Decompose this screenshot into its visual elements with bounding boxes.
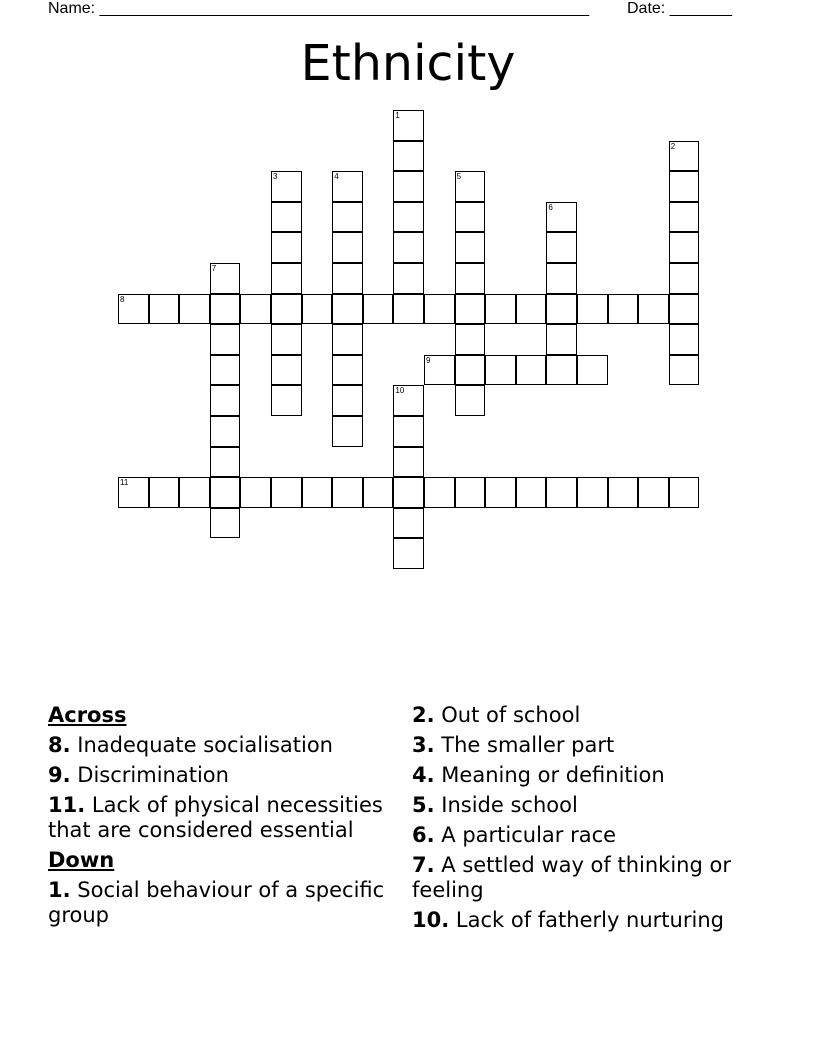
grid-cell[interactable] <box>271 202 302 233</box>
grid-cell[interactable] <box>393 202 424 233</box>
grid-cell[interactable] <box>332 171 363 202</box>
clue-across-9 <box>48 763 408 788</box>
cell-number: 8 <box>120 294 125 304</box>
grid-cell[interactable] <box>179 294 210 325</box>
clue-down-1 <box>48 878 408 928</box>
down-heading: Down <box>48 848 115 872</box>
clue-text: Lack of physical necessities that are considered essential <box>48 793 383 842</box>
date-field[interactable]: Date: _______ <box>627 0 732 17</box>
grid-cell[interactable] <box>455 232 486 263</box>
cell-number: 2 <box>670 141 676 151</box>
clue-down-4 <box>412 763 782 788</box>
grid-cell[interactable] <box>546 202 577 233</box>
clue-text: Inside school <box>441 793 578 817</box>
grid-cell[interactable] <box>271 232 302 263</box>
clue-number: 4. <box>412 763 435 787</box>
grid-cell[interactable] <box>332 324 363 355</box>
grid-cell[interactable] <box>669 202 700 233</box>
grid-cell[interactable] <box>455 385 486 416</box>
cell-number: 9 <box>426 355 431 365</box>
grid-cell[interactable] <box>577 477 608 508</box>
clue-number: 2. <box>412 703 435 727</box>
grid-cell[interactable] <box>516 477 547 508</box>
grid-cell[interactable] <box>393 263 424 294</box>
grid-cell[interactable] <box>332 385 363 416</box>
grid-cell[interactable] <box>363 477 394 508</box>
grid-cell[interactable] <box>393 171 424 202</box>
grid-cell[interactable] <box>455 324 486 355</box>
grid-cell[interactable] <box>271 294 302 325</box>
grid-cell[interactable] <box>485 477 516 508</box>
clue-down-5 <box>412 793 782 818</box>
grid-cell[interactable] <box>210 294 241 325</box>
clues-left-column <box>48 703 408 933</box>
grid-cell[interactable] <box>669 232 700 263</box>
clue-text: Inadequate socialisation <box>77 733 333 757</box>
clue-down-7 <box>412 853 782 903</box>
grid-cell[interactable] <box>149 477 180 508</box>
grid-cell[interactable] <box>669 171 700 202</box>
grid-cell[interactable] <box>271 477 302 508</box>
grid-cell[interactable] <box>546 477 577 508</box>
clue-text: Out of school <box>441 703 581 727</box>
clue-number: 6. <box>412 823 435 847</box>
cell-number: 6 <box>548 202 553 212</box>
cell-number: 4 <box>334 172 339 182</box>
clues-right-column <box>412 703 782 938</box>
cell-number: 7 <box>211 264 217 273</box>
grid-cell[interactable] <box>546 263 577 294</box>
grid-cell[interactable] <box>455 294 486 325</box>
cell-number: 1 <box>395 111 400 120</box>
clue-number: 5. <box>412 793 435 817</box>
grid-cell[interactable] <box>455 202 486 233</box>
grid-cell[interactable] <box>240 477 271 508</box>
clue-text: Meaning or definition <box>441 763 665 787</box>
grid-cell[interactable] <box>516 355 547 386</box>
clue-across-8 <box>48 733 408 758</box>
grid-cell[interactable] <box>271 263 302 294</box>
grid-cell[interactable] <box>393 294 424 325</box>
clue-number: 9. <box>48 763 71 787</box>
clue-number: 11. <box>48 793 86 817</box>
clue-number: 3. <box>412 733 435 757</box>
grid-cell[interactable] <box>302 294 333 325</box>
grid-cell[interactable] <box>271 324 302 355</box>
grid-cell[interactable] <box>393 416 424 447</box>
grid-cell[interactable] <box>210 263 241 294</box>
grid-cell[interactable] <box>210 416 241 447</box>
clue-down-6 <box>412 823 782 848</box>
grid-cell[interactable] <box>669 477 700 508</box>
grid-cell[interactable] <box>332 232 363 263</box>
grid-cell[interactable] <box>393 385 424 416</box>
grid-cell[interactable] <box>608 477 639 508</box>
grid-cell[interactable] <box>363 294 394 325</box>
grid-cell[interactable] <box>393 141 424 172</box>
grid-cell[interactable] <box>577 355 608 386</box>
grid-cell[interactable] <box>669 294 700 325</box>
grid-cell[interactable] <box>669 324 700 355</box>
grid-cell[interactable] <box>332 477 363 508</box>
grid-cell[interactable] <box>546 355 577 386</box>
clue-across-11 <box>48 793 408 843</box>
grid-cell[interactable] <box>210 355 241 386</box>
grid-cell[interactable] <box>271 171 302 202</box>
grid-cell[interactable] <box>332 263 363 294</box>
grid-cell[interactable] <box>393 232 424 263</box>
clue-text: A settled way of thinking or feeling <box>412 853 731 902</box>
grid-cell[interactable] <box>393 508 424 539</box>
clue-down-10 <box>412 908 782 933</box>
grid-cell[interactable] <box>332 294 363 325</box>
grid-cell[interactable] <box>271 355 302 386</box>
cell-number: 3 <box>273 172 278 182</box>
clue-number: 8. <box>48 733 71 757</box>
grid-cell[interactable] <box>271 385 302 416</box>
grid-cell[interactable] <box>118 477 149 508</box>
grid-cell[interactable] <box>393 477 424 508</box>
cell-number: 5 <box>456 172 462 182</box>
clue-number: 7. <box>412 853 435 877</box>
clue-text: A particular race <box>441 823 617 847</box>
grid-cell[interactable] <box>240 294 271 325</box>
grid-cell[interactable] <box>669 355 700 386</box>
grid-cell[interactable] <box>332 416 363 447</box>
grid-cell[interactable] <box>210 477 241 508</box>
grid-cell[interactable] <box>424 294 455 325</box>
grid-cell[interactable] <box>577 294 608 325</box>
grid-cell[interactable] <box>669 263 700 294</box>
cell-number: 11 <box>120 478 129 488</box>
grid-cell[interactable] <box>302 477 333 508</box>
grid-cell[interactable] <box>424 355 455 386</box>
grid-cell[interactable] <box>393 538 424 569</box>
cell-number: 10 <box>395 386 405 396</box>
grid-cell[interactable] <box>638 477 669 508</box>
grid-cell[interactable] <box>393 447 424 478</box>
grid-cell[interactable] <box>485 294 516 325</box>
grid-cell[interactable] <box>424 477 455 508</box>
grid-cell[interactable] <box>546 294 577 325</box>
clue-text: Discrimination <box>77 763 229 787</box>
grid-cell[interactable] <box>332 202 363 233</box>
grid-cell[interactable] <box>455 263 486 294</box>
grid-cell[interactable] <box>332 355 363 386</box>
grid-cell[interactable] <box>210 324 241 355</box>
grid-cell[interactable] <box>638 294 669 325</box>
grid-cell[interactable] <box>149 294 180 325</box>
clue-down-2 <box>412 703 782 728</box>
name-field[interactable]: Name: _______________________________________________________ <box>48 0 589 17</box>
grid-cell[interactable] <box>210 385 241 416</box>
grid-cell[interactable] <box>455 171 486 202</box>
clue-text: The smaller part <box>441 733 615 757</box>
grid-cell[interactable] <box>485 355 516 386</box>
clue-text: Lack of fatherly nurturing <box>455 908 724 932</box>
across-heading: Across <box>48 703 127 727</box>
grid-cell[interactable] <box>455 355 486 386</box>
clue-text: Social behaviour of a specific group <box>48 878 385 927</box>
grid-cell[interactable] <box>210 447 241 478</box>
grid-cell[interactable] <box>393 110 424 141</box>
grid-cell[interactable] <box>546 324 577 355</box>
grid-cell[interactable] <box>455 477 486 508</box>
grid-cell[interactable] <box>516 294 547 325</box>
grid-cell[interactable] <box>669 141 700 172</box>
clue-number: 1. <box>48 878 71 902</box>
clue-number: 10. <box>412 908 450 932</box>
grid-cell[interactable] <box>179 477 210 508</box>
grid-cell[interactable] <box>546 232 577 263</box>
page-title: Ethnicity <box>300 35 516 92</box>
clue-down-3 <box>412 733 782 758</box>
grid-cell[interactable] <box>608 294 639 325</box>
grid-cell[interactable] <box>118 294 149 325</box>
grid-cell[interactable] <box>210 508 241 539</box>
